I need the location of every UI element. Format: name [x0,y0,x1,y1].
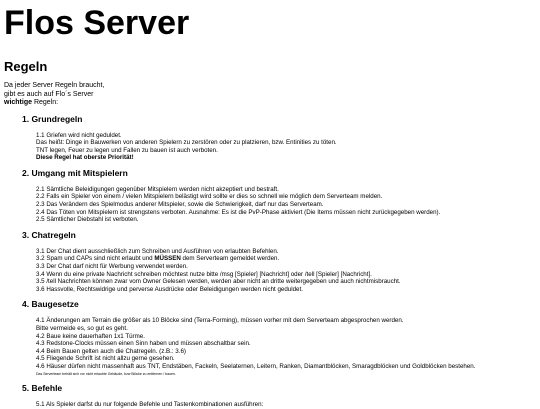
rule-line: Bitte vermeide es, so gut es geht. [36,325,128,332]
rule-line: 2.2 Falls ein Spieler von einem / vielen Mitspielern belästigt wird sollte er dies so schnell wie möglich dem Serverteam melden. [36,193,383,201]
rules-section-1 [18,114,536,162]
rule-small-note: Das Serverteam behält sich vor nicht erlaubte Gebäude, bzw Blöcke zu entfernen / bauen. [36,371,176,376]
rules-list-1 [36,132,536,162]
rule-line: 4.5 Fliegende Schrift ist nicht allzu gerne gesehen. [36,355,175,363]
intro-line-1: Da jeder Server Regeln braucht, [4,82,105,89]
rule-line: 3.3 Der Chat darf nicht für Werbung verwendet werden. [36,263,188,271]
rules-list-5 [36,401,536,409]
rule-line: TNT legen, Feuer zu legen und Fallen zu bauen ist auch verboten. [36,146,218,154]
rules-section-5 [18,383,536,409]
rule-line: 4.2 Baue keine dauerhaften 1x1 Türme. [36,332,145,340]
rules-list-4 [36,317,536,376]
rule-text: dem Serverteam gemeldet werden. [180,255,280,263]
rules-heading-3: 3. Chatregeln [22,229,76,240]
rule-line: 2.4 Das Töten von Mitspielern ist strengstens verboten. Ausnahme: Es ist die PvP-Phase aktiviert (Die Items müssen nicht zurückgegeben werden). [36,208,441,216]
rule-line: 3.5 /tell Nachrichten können zwar vom Owner Gelesen werden, werden aber nicht an dritte weitergegeben und auch nichtmisbraucht. [36,278,401,286]
rules-list-2 [36,186,536,224]
rule-line: 2.3 Das Verändern des Spielmodus anderer Mitspieler, sowie die Schwierigkeit, darf nur das Serverteam. [36,201,324,209]
rule-line: 1.1 Griefen wird nicht geduldet. [36,131,122,139]
rules-section-4 [18,299,536,376]
rule-line: 2.5 Sämtlicher Diebstahl ist verboten. [36,216,139,224]
rule-line: 4.6 Häuser dürfen nicht massenhaft aus TNT, Endstäben, Fackeln, Seelaternen, Leitern, Ranken, Diamantblöcken, Smaragdblöcken und Goldblöcken bestehen. [36,362,476,370]
rules-list-3 [36,248,536,294]
rule-line: Das heißt: Dinge in Bauwerken von anderen Spielern zu zerstören oder zu platzieren, bzw. Entinities zu töten. [36,139,337,147]
intro-line-2: gibt es auch auf Flo´s Server [4,90,94,98]
rule-emphasis: MÜSSEN [154,255,181,263]
rules-heading-1: 1. Grundregeln [22,113,83,124]
rule-priority-note: Diese Regel hat oberste Priorität! [36,154,134,162]
rule-line: 4.4 Beim Bauen gelten auch die Chatregeln. (z.B.: 3.6) [36,347,186,355]
rule-line-mixed [36,255,536,263]
intro-text [4,82,536,108]
rule-line: 4.3 Redstone-Clocks müssen einen Sinn haben und müssen abschaltbar sein. [36,340,251,348]
rules-section-3 [18,230,536,294]
rule-line: 3.1 Der Chat dient ausschließlich zum Schreiben und Ausführen von erlaubten Befehlen. [36,247,279,255]
rule-line: 3.4 Wenn du eine private Nachricht schreiben möchtest nutze bitte /msg [Spieler] [Nachricht] oder /tell [Spieler] [Nachricht]. [36,270,372,278]
rules-heading-2: 2. Umgang mit Mitspielern [22,167,128,178]
rule-line: 4.1 Änderungen am Terrain die größer als 10 Blöcke sind (Terra-Forming), müssen vorher mit dem Serverteam abgesprochen werden. [36,317,404,325]
rule-line: 2.1 Sämtliche Beleidigungen gegenüber Mitspielern werden nicht akzeptiert und bestraft. [36,185,279,193]
rules-heading-5: 5. Befehle [22,382,63,393]
site-title: Flos Server [4,4,190,42]
rules-section-2 [18,168,536,224]
intro-tail: Regeln: [32,99,59,106]
section-title: Regeln [4,59,48,74]
intro-line-3 [4,99,536,108]
rule-line: 5.1 Als Spieler darfst du nur folgende Befehle und Tastenkombinationen ausführen: [36,400,264,408]
intro-strong: wichtige [4,99,33,106]
page-content [0,4,540,408]
rule-text: 3.2 Spam und CAPs sind nicht erlaubt und [36,255,155,263]
rule-line: 3.6 Hassvolle, Rechtswidrige und perverse Ausdrücke oder Beleidigungen werden nicht geduldet. [36,285,303,293]
rules-heading-4: 4. Baugesetze [22,299,79,310]
